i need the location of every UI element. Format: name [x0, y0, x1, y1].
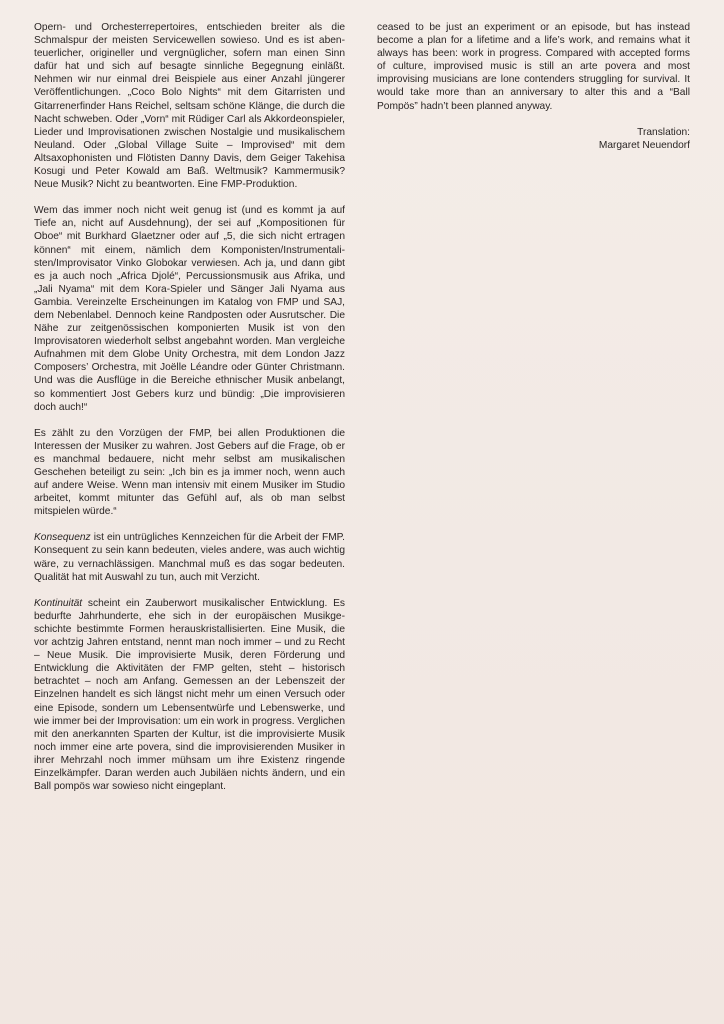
paragraph-musician-interests — [34, 427, 345, 519]
paragraph-text: Wem das immer noch nicht weit genug ist (und es kommt ja auf Tiefe an, nicht auf Ausdehnung), der sei auf „Kompositionen für Oboe“ mit Burkhard Glaetzner oder auf „5, die sich nicht ertragen können“ mit einem, nämlich dem Komponisten/Instrumentalisten/Improvisator Vinko Globokar verwiesen. Ach ja, und dann gibt es ja auch noch „Africa Djolé“, Percussionsmusik aus Afrika, und „Jali Nyama“ mit dem Kora-Spieler und Sänger Jali Nyama aus Gambia. Vereinzelte Erscheinungen im Katalog von FMP und SAJ, dem Nebenlabel. Dennoch keine Randposten oder Ausrutscher. Die Nähe zur zeitgenössischen komponierten Musik ist von den Improvisatoren wiederholt selbst angebahnt worden. Man vergleiche Aufnahmen mit dem Globe Unity Orchestra, mit dem London Jazz Composers’ Orchestra, mit Joëlle Léandre oder Günter Christmann. Und was die Ausflüge in die Bereiche ethnischer Musik anbelangt, so kommentiert Jost Gebers kurz und bündig: „Die improvisieren doch auch!“ — [34, 205, 345, 413]
paragraph-repertoire — [34, 21, 345, 191]
paragraph-lead-kontinuitaet: Kontinuität — [34, 597, 83, 609]
paragraph-text: ist ein untrügliches Kennzeichen für die Arbeit der FMP. Konsequent zu sein kann bedeuten, vieles andere, was auch wichtig wäre, zu vernachlässigen. Manchmal muß es das sogar bedeuten. Qualität hat mit Auswahl zu tun, auch mit Verzicht. — [34, 532, 345, 583]
paragraph-konsequenz — [34, 531, 345, 583]
paragraph-further-releases — [34, 204, 345, 414]
paragraph-kontinuitaet — [34, 597, 345, 793]
paragraph-text: Opern- und Orchesterrepertoires, entschieden breiter als die Schmalspur der meisten Servicewellen sowieso. Und es ist abenteuerlicher, origineller und vergnüglicher, sofern man einen Sinn dafür hat und sich auf besagte sinnliche Begegnung einläßt. Nehmen wir nur einmal drei Beispiele aus einer Anzahl jüngerer Veröffentlichungen. „Coco Bolo Nights“ mit dem Gitarristen und Gitarrenerfinder Hans Reichel, seltsam schöne Klänge, die durch die Nacht schweben. Oder „Vorn“ mit Rüdiger Carl als Akkordeonspieler, Lieder und Improvisationen zwischen Nostalgie und musikalischem Neuland. Oder „Global Village Suite – Improvised“ mit dem Altsaxophonisten und Flötisten Danny Davis, dem Geiger Takehisa Kosugi und Peter Kowald am Baß. Weltmusik? Kammermusik? Neue Musik? Nicht zu beantworten. Eine FMP-Produktion. — [34, 22, 345, 191]
right-column — [377, 21, 690, 152]
paragraph-english-conclusion: ceased to be just an experiment or an episode, but has instead become a plan for a lifetime and a life’s work, and remains what it always has been: work in progress. Compared with accepted forms of culture, improvised music is still an arte povera and most improvising musicians are lone contenders struggling for survival. It would take more than an anniversary to alter this and a “Ball Pompös” hadn’t been planned anyway. — [377, 22, 690, 112]
paragraph-text: Es zählt zu den Vorzügen der FMP, bei allen Produktionen die Interessen der Musiker zu wahren. Jost Gebers auf die Frage, ob er es manchmal bedauere, nicht mehr selbst am musikalischen Geschehen beteiligt zu sein: „Ich bin es ja immer noch, wenn auch auf andere Weise. Wenn man intensiv mit einem Musiker im Studio arbeitet, kommt mitunter das Gefühl auf, als ob man selbst mitspielen würde.“ — [34, 427, 345, 518]
translator-name: Margaret Neuendorf — [598, 139, 690, 151]
translation-label: Translation: — [637, 126, 690, 138]
left-column — [34, 21, 345, 806]
translation-credit — [377, 126, 690, 152]
paragraph-text: scheint ein Zauberwort musikalischer Entwicklung. Es bedurfte Jahrhunderte, ehe sich in der europäischen Musikgeschichte bestimmte Formen herauskristallisierten. Eine Musik, die vor achtzig Jahren entstand, nennt man noch immer – und zu Recht – Neue Musik. Die improvisierte Musik, deren Förderung und Entwicklung die Aktivitäten der FMP gelten, steht – historisch betrachtet – noch am Anfang. Gemessen an der Lebenszeit der Einzelnen handelt es sich längst nicht mehr um einen Versuch oder eine Episode, sondern um Lebensentwürfe und Lebenswerke, und wie immer bei der Improvisation: um ein work in progress. Verglichen mit den anerkannten Sparten der Kultur, ist die improvisierte Musik noch immer eine arte povera, sind die improvisierenden Musiker in ihrer Mehrzahl noch immer mühsam um ihre Existenz ringende Einzelkämpfer. Daran werden auch Jubiläen nichts ändern, und ein Ball pompös war sowieso nicht eingeplant. — [34, 597, 345, 793]
paragraph-lead-konsequenz: Konsequenz — [34, 532, 91, 544]
